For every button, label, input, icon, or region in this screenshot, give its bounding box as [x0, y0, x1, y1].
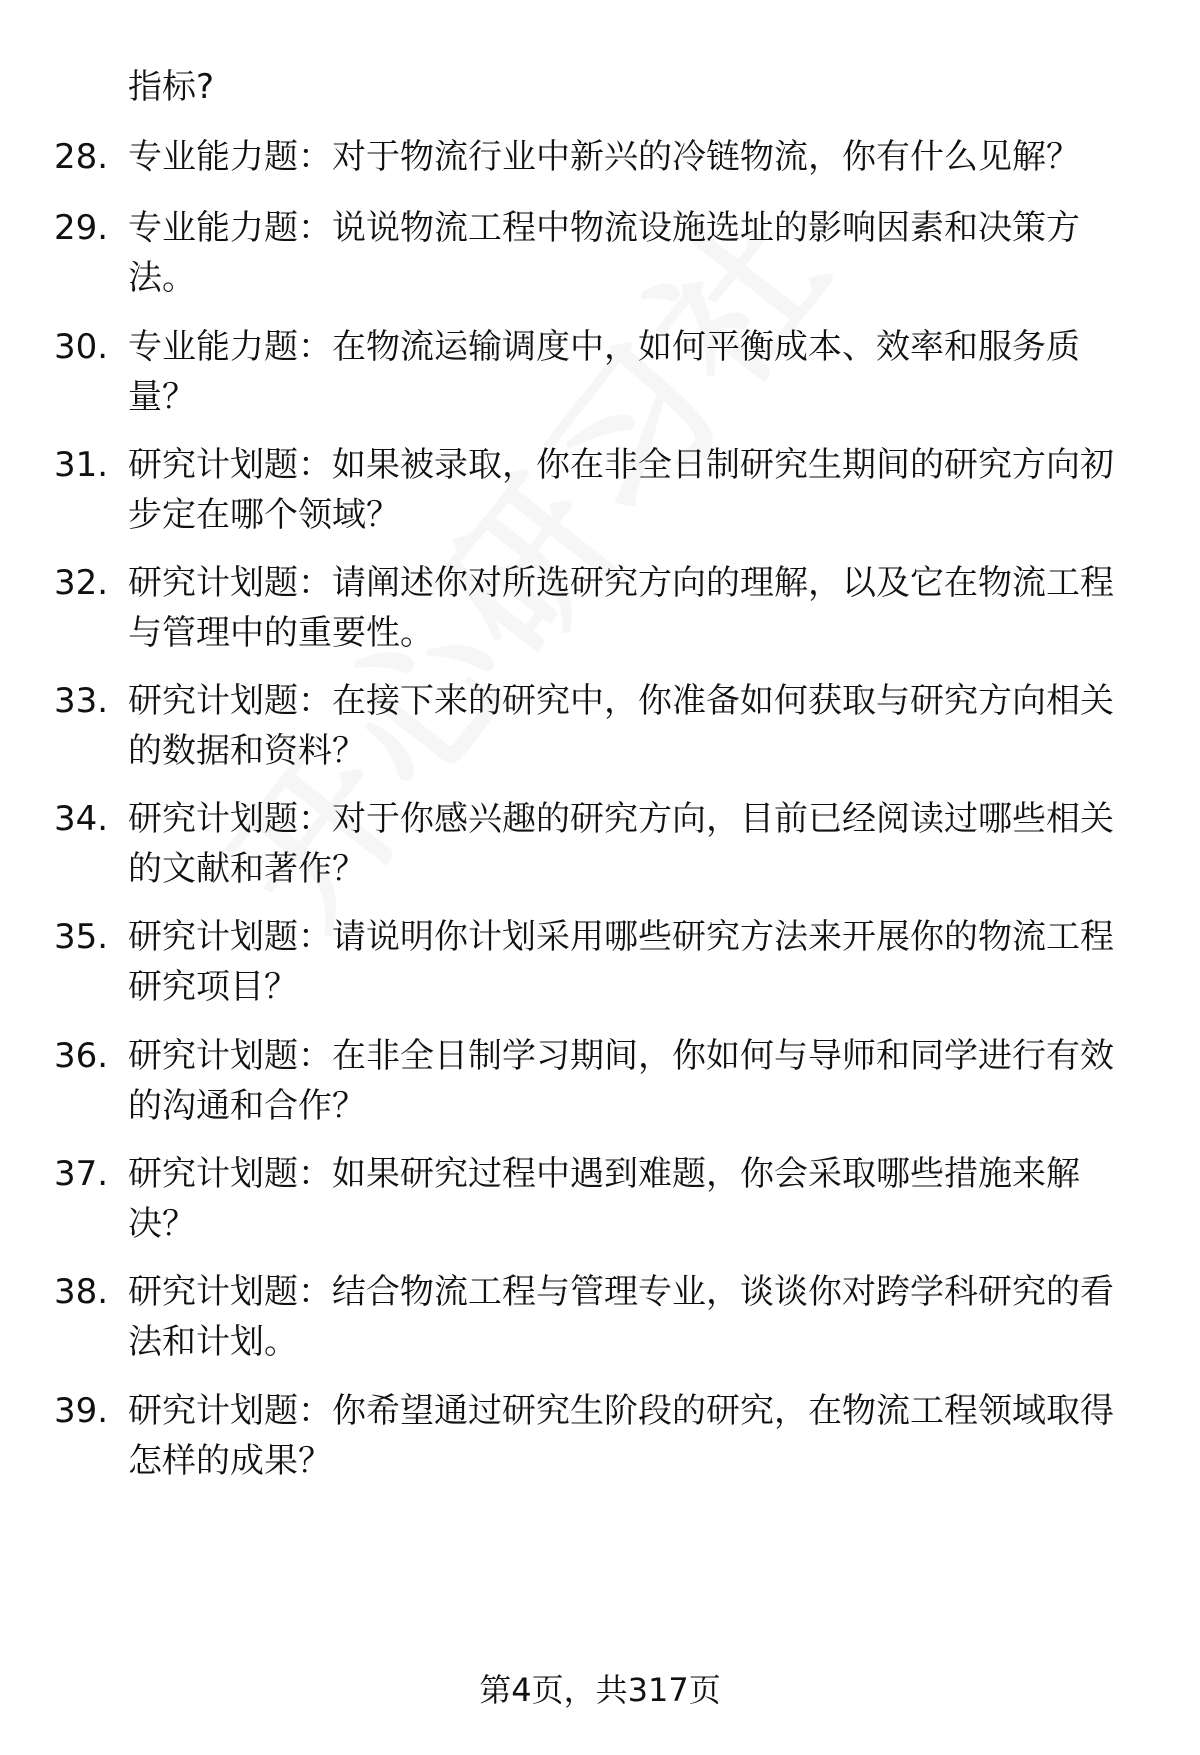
- question-number: 34.: [54, 799, 109, 839]
- question-number: 30.: [54, 327, 109, 367]
- question-number: 28.: [54, 137, 109, 177]
- question-number: 35.: [54, 917, 109, 957]
- question-number: 36.: [54, 1036, 109, 1076]
- question-text: 研究计划题：在非全日制学习期间，你如何与导师和同学进行有效的沟通和合作？: [128, 1036, 1114, 1126]
- page-number-footer: 第4页，共317页: [479, 1671, 721, 1709]
- question-text: 研究计划题：在接下来的研究中，你准备如何获取与研究方向相关的数据和资料？: [128, 681, 1114, 771]
- question-number: 32.: [54, 563, 109, 603]
- question-number: 39.: [54, 1391, 109, 1431]
- question-text: 专业能力题：说说物流工程中物流设施选址的影响因素和决策方法。: [128, 208, 1080, 298]
- question-number: 31.: [54, 445, 109, 485]
- question-text: 研究计划题：如果研究过程中遇到难题，你会采取哪些措施来解决？: [128, 1154, 1080, 1244]
- question-text: 研究计划题：请说明你计划采用哪些研究方法来开展你的物流工程研究项目？: [128, 917, 1114, 1007]
- question-text: 研究计划题：对于你感兴趣的研究方向，目前已经阅读过哪些相关的文献和著作？: [128, 799, 1114, 889]
- question-number: 29.: [54, 208, 109, 248]
- question-text: 研究计划题：你希望通过研究生阶段的研究，在物流工程领域取得怎样的成果？: [128, 1391, 1114, 1481]
- question-number: 33.: [54, 681, 109, 721]
- question-number: 38.: [54, 1272, 109, 1312]
- question-text: 研究计划题：结合物流工程与管理专业，谈谈你对跨学科研究的看法和计划。: [128, 1272, 1114, 1362]
- previous-question-continuation: 指标?: [128, 67, 215, 107]
- question-text: 研究计划题：请阐述你对所选研究方向的理解，以及它在物流工程与管理中的重要性。: [128, 563, 1114, 653]
- question-text: 专业能力题：在物流运输调度中，如何平衡成本、效率和服务质量？: [128, 327, 1080, 417]
- question-text: 研究计划题：如果被录取，你在非全日制研究生期间的研究方向初步定在哪个领域？: [128, 445, 1114, 535]
- question-text: 专业能力题：对于物流行业中新兴的冷链物流，你有什么见解？: [128, 137, 1080, 177]
- question-number: 37.: [54, 1154, 109, 1194]
